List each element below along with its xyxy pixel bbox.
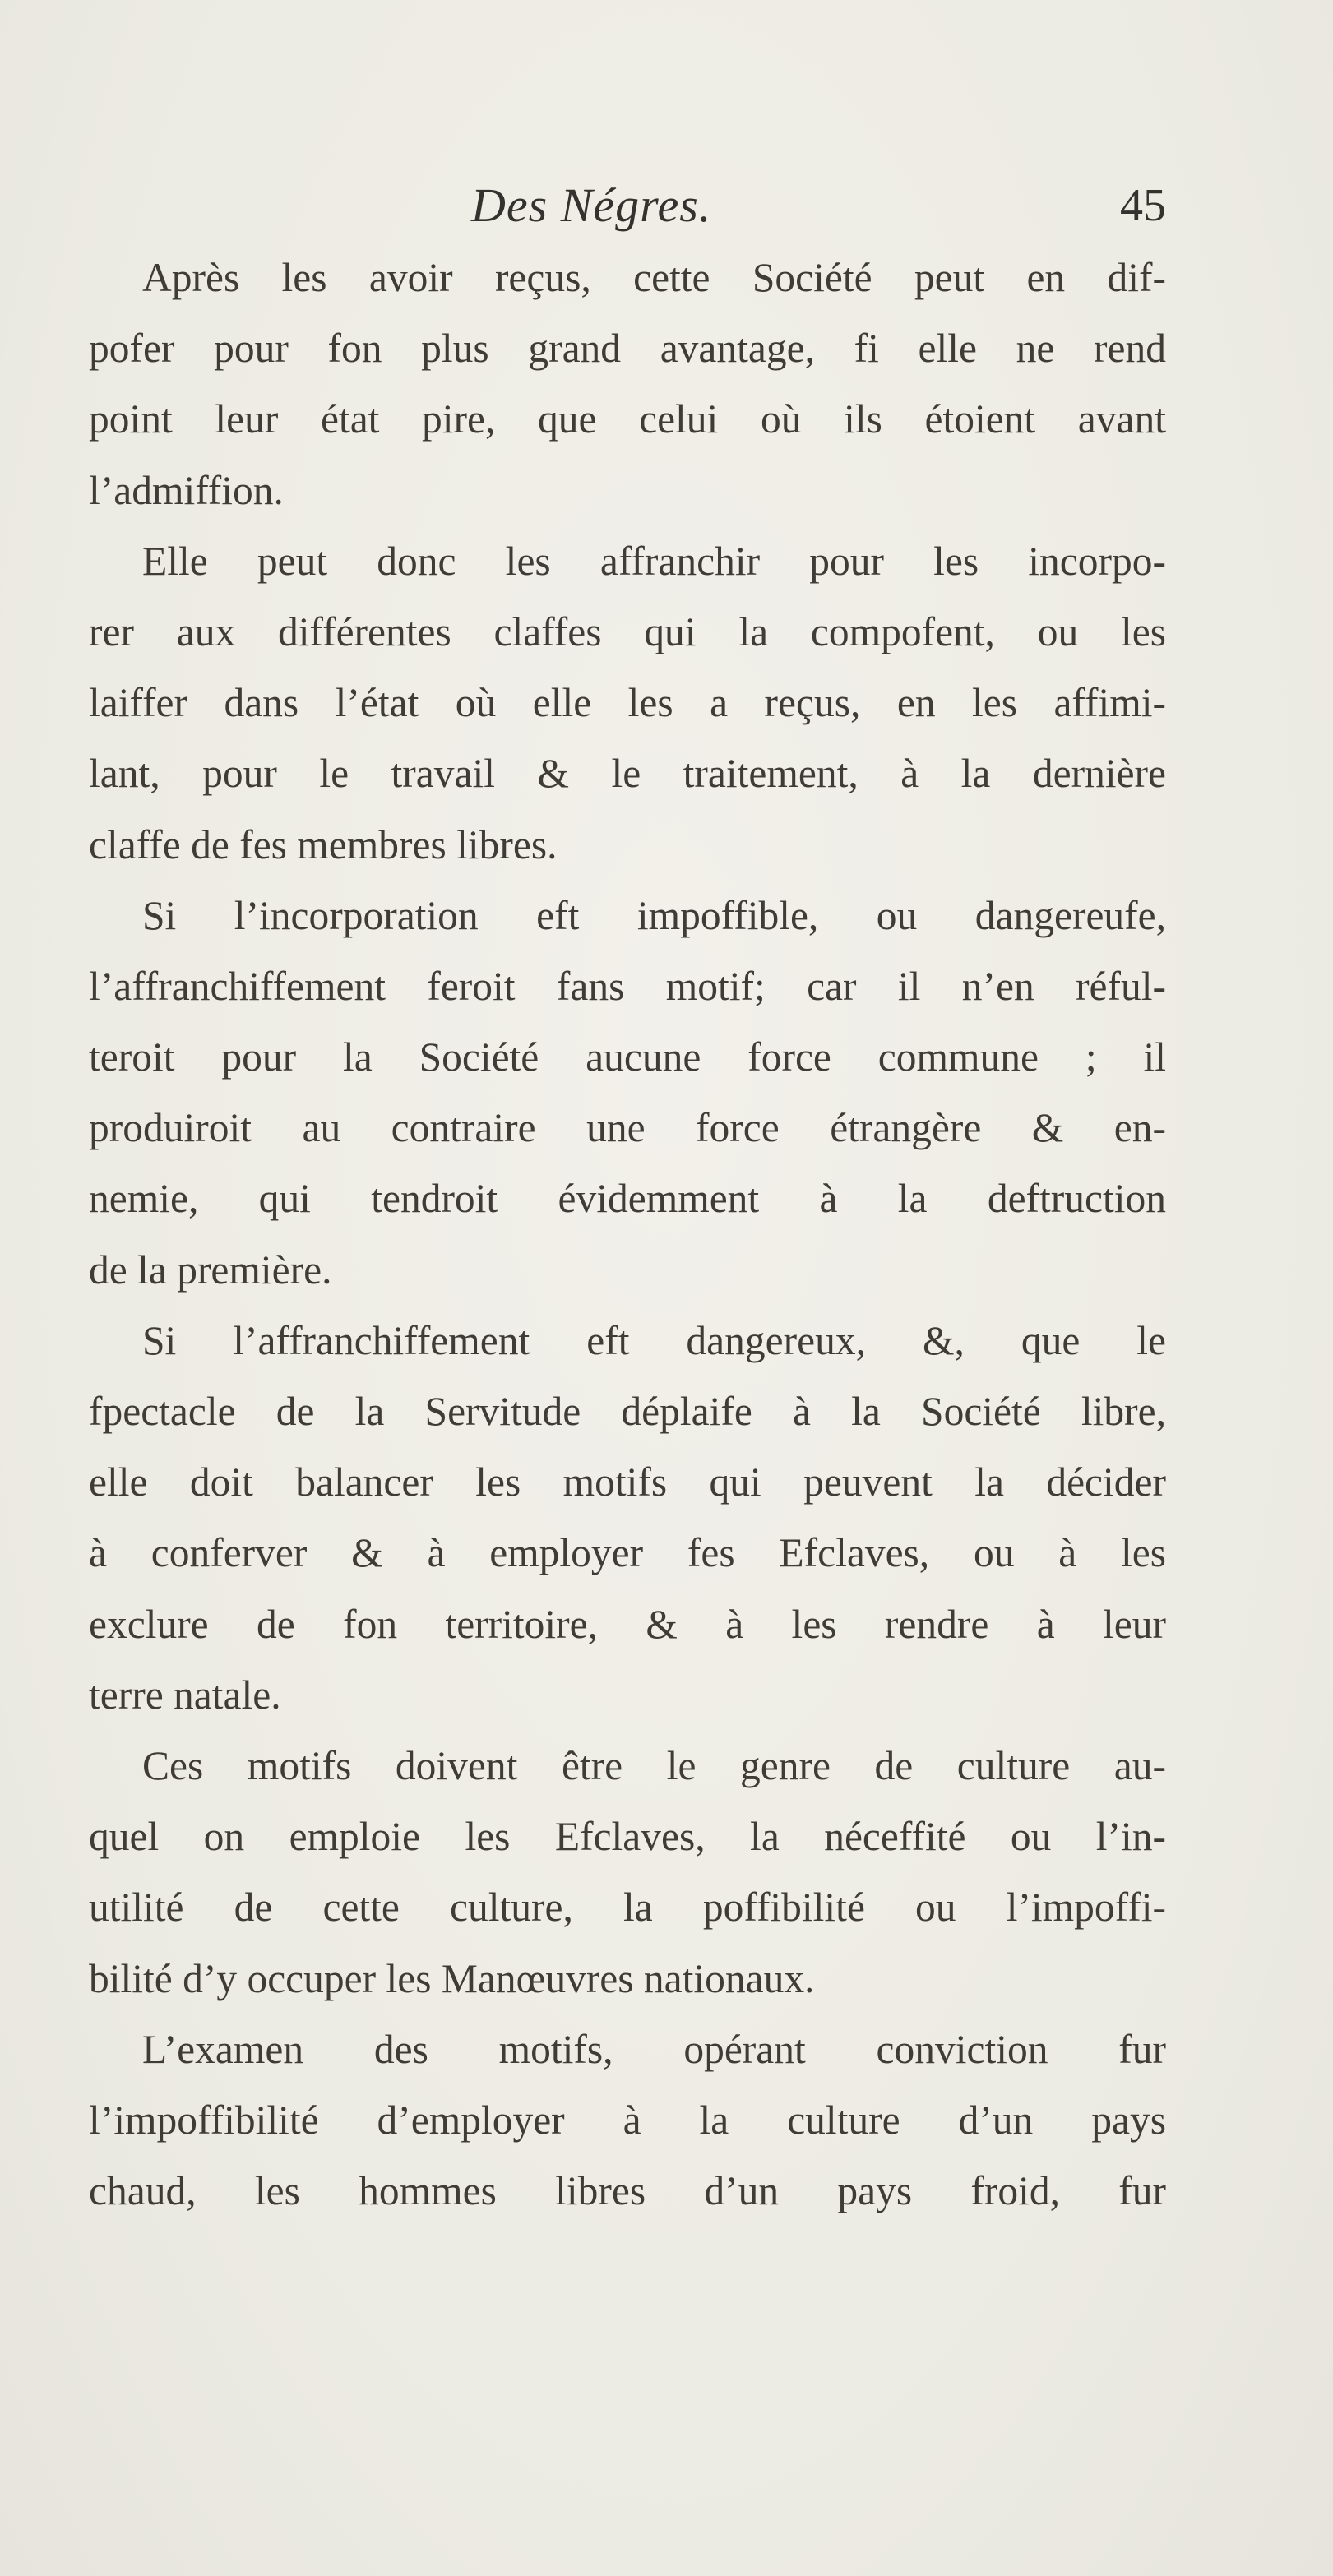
text-line: L’examen des motifs, opérant conviction fur xyxy=(142,2026,1166,2072)
body-text xyxy=(89,243,1166,2227)
text-line: Ces motifs doivent être le genre de culture au- xyxy=(142,1742,1166,1788)
page-header xyxy=(89,173,1166,238)
text-line: bilité d’y occuper les Manœuvres nationaux. xyxy=(89,1955,815,2001)
text-line: l’impoffibilité d’employer à la culture d’un pays xyxy=(89,2097,1166,2143)
text-line: fpectacle de la Servitude déplaife à la Société libre, xyxy=(89,1389,1166,1434)
text-line: Si l’incorporation eft impoffible, ou dangereufe, xyxy=(142,892,1166,938)
text-line: elle doit balancer les motifs qui peuvent la décider xyxy=(89,1459,1166,1505)
paragraph xyxy=(89,526,1166,881)
text-line: nemie, qui tendroit évidemment à la deftruction xyxy=(89,1176,1166,1222)
text-line: laiffer dans l’état où elle les a reçus, en les affimi- xyxy=(89,680,1166,726)
text-line: de la première. xyxy=(89,1246,332,1293)
paragraph xyxy=(89,881,1166,1306)
text-line: pofer pour fon plus grand avantage, fi elle ne rend xyxy=(89,326,1166,372)
paragraph xyxy=(89,1731,1166,2014)
text-line: l’admiffion. xyxy=(89,467,284,513)
text-line: rer aux différentes claffes qui la compofent, ou les xyxy=(89,608,1166,654)
page-number: 45 xyxy=(1120,180,1166,231)
text-line: terre natale. xyxy=(89,1672,281,1718)
text-line: utilité de cette culture, la poffibilité ou l’impoffi- xyxy=(89,1885,1166,1931)
text-line: claffe de fes membres libres. xyxy=(89,821,558,867)
paragraph xyxy=(89,1306,1166,1731)
text-line: à conferver & à employer fes Efclaves, ou à les xyxy=(89,1530,1166,1576)
text-line: Après les avoir reçus, cette Société peut en dif- xyxy=(142,255,1166,300)
running-title: Des Négres. xyxy=(471,178,712,232)
text-line: exclure de fon territoire, & à les rendre à leur xyxy=(89,1601,1166,1647)
paragraph xyxy=(89,2014,1166,2227)
paragraph xyxy=(89,243,1166,526)
text-line: lant, pour le travail & le traitement, à la dernière xyxy=(89,751,1166,797)
text-line: teroit pour la Société aucune force commune ; il xyxy=(89,1034,1166,1080)
text-line: produiroit au contraire une force étrangère & en- xyxy=(89,1105,1166,1151)
text-line: l’affranchiffement feroit fans motif; car il n’en réful- xyxy=(89,963,1166,1009)
text-line: Elle peut donc les affranchir pour les incorpo- xyxy=(142,538,1166,584)
text-line: chaud, les hommes libres d’un pays froid, fur xyxy=(89,2168,1166,2214)
text-line: Si l’affranchiffement eft dangereux, &, que le xyxy=(142,1317,1166,1363)
text-line: point leur état pire, que celui où ils étoient avant xyxy=(89,396,1166,442)
text-line: quel on emploie les Efclaves, la néceffité ou l’in- xyxy=(89,1814,1166,1860)
